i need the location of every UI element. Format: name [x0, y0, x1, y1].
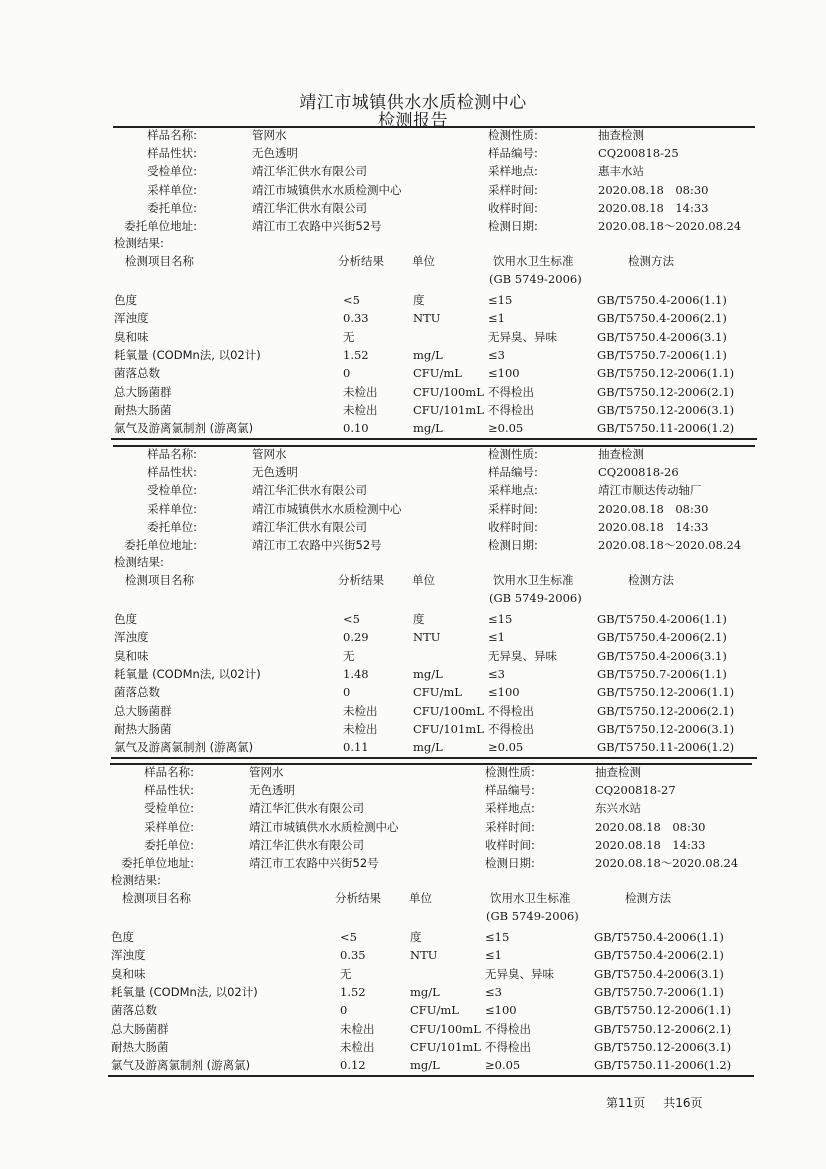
block-bottom-rule: [111, 757, 757, 759]
client-address-label: 委托单位地址:: [124, 219, 197, 233]
column-header-standard-code: (GB 5749-2006): [489, 591, 582, 605]
unit-value: mg/L: [413, 347, 443, 362]
method-value: GB/T5750.12-2006(2.1): [597, 384, 735, 399]
standard-value: ≤15: [485, 930, 510, 944]
method-value: GB/T5750.12-2006(1.1): [597, 685, 735, 700]
item-name: 氯气及游离氯制剂 (游离氯): [114, 740, 254, 755]
inspected-unit-value: 靖江华汇供水有限公司: [252, 164, 367, 179]
item-name: 浑浊度: [111, 948, 146, 963]
standard-value: ≤3: [485, 984, 502, 999]
sampling-time-value: 2020.08.18 08:30: [598, 182, 709, 197]
standard-value: 不得检出: [485, 1021, 531, 1036]
column-header-standard-code: (GB 5749-2006): [489, 272, 582, 286]
sample-state-label: 样品性状:: [144, 783, 194, 798]
sampling-time-value: 2020.08.18 08:30: [598, 501, 709, 516]
sampling-time-label: 采样时间:: [488, 182, 538, 197]
client-address-value: 靖江市工农路中兴街52号: [252, 538, 382, 552]
sample-state-value: 无色透明: [252, 465, 298, 480]
unit-value: NTU: [410, 948, 438, 963]
standard-value: ≤100: [488, 366, 520, 381]
column-header-method: 检测方法: [625, 891, 671, 905]
column-header-result: 分析结果: [338, 254, 384, 268]
item-name: 总大肠菌群: [111, 1021, 169, 1036]
unit-value: mg/L: [413, 740, 443, 755]
item-name: 菌落总数: [114, 685, 160, 700]
unit-value: CFU/100mL: [413, 384, 484, 399]
result-value: 0.29: [343, 630, 369, 645]
sample-state-value: 无色透明: [252, 146, 298, 161]
sample-name-label: 样品名称:: [147, 128, 197, 142]
block-top-rule: [113, 445, 755, 447]
inspect-nature-value: 抽查检测: [595, 765, 641, 779]
item-name: 菌落总数: [111, 1003, 157, 1018]
standard-value: ≤100: [488, 685, 520, 700]
result-value: 无: [340, 966, 352, 981]
standard-value: 无异臭、异味: [485, 966, 554, 981]
receive-time-label: 收样时间:: [488, 519, 538, 534]
inspect-nature-label: 检测性质:: [488, 128, 538, 142]
item-name: 耗氧量 (CODMn法, 以02计): [111, 984, 258, 999]
column-header-item: 检测项目名称: [122, 891, 191, 905]
item-name: 耗氧量 (CODMn法, 以02计): [114, 666, 261, 681]
client-address-value: 靖江市工农路中兴街52号: [252, 219, 382, 233]
method-value: GB/T5750.11-2006(1.2): [594, 1058, 732, 1073]
unit-value: CFU/mL: [410, 1003, 459, 1018]
result-value: 0: [343, 685, 351, 700]
result-value: 未检出: [343, 402, 378, 417]
client-address-label: 委托单位地址:: [124, 538, 197, 552]
sampling-unit-value: 靖江市城镇供水水质检测中心: [249, 819, 399, 834]
column-header-method: 检测方法: [628, 573, 674, 587]
method-value: GB/T5750.4-2006(1.1): [597, 293, 727, 307]
inspect-nature-label: 检测性质:: [485, 765, 535, 779]
item-name: 浑浊度: [114, 630, 149, 645]
item-name: 色度: [114, 612, 137, 626]
method-value: GB/T5750.7-2006(1.1): [597, 666, 727, 681]
method-value: GB/T5750.7-2006(1.1): [597, 347, 727, 362]
item-name: 色度: [111, 930, 134, 944]
item-name: 臭和味: [114, 648, 149, 663]
column-header-result: 分析结果: [335, 891, 381, 905]
item-name: 耐热大肠菌: [114, 402, 172, 417]
method-value: GB/T5750.4-2006(2.1): [597, 630, 727, 645]
sampling-site-label: 采样地点:: [488, 483, 538, 498]
sample-name-value: 管网水: [252, 447, 287, 461]
column-header-standard: 饮用水卫生标准: [493, 254, 574, 268]
block-top-rule: [110, 763, 752, 765]
sampling-unit-value: 靖江市城镇供水水质检测中心: [252, 182, 402, 197]
standard-value: ≤1: [488, 311, 505, 326]
sample-number-value: CQ200818-27: [595, 783, 676, 798]
item-name: 臭和味: [111, 966, 146, 981]
column-header-item: 检测项目名称: [125, 254, 194, 268]
method-value: GB/T5750.12-2006(2.1): [594, 1021, 732, 1036]
sampling-unit-label: 采样单位:: [144, 819, 194, 834]
result-value: 无: [343, 329, 355, 344]
inspected-unit-value: 靖江华汇供水有限公司: [249, 801, 364, 816]
organization-title: 靖江市城镇供水水质检测中心: [299, 93, 527, 113]
item-name: 氯气及游离氯制剂 (游离氯): [111, 1058, 251, 1073]
sample-number-value: CQ200818-25: [598, 146, 679, 161]
standard-value: ≤1: [485, 948, 502, 963]
standard-value: 无异臭、异味: [488, 648, 557, 663]
standard-value: 无异臭、异味: [488, 329, 557, 344]
client-unit-label: 委托单位:: [147, 519, 197, 534]
sampling-unit-label: 采样单位:: [147, 182, 197, 197]
item-name: 耐热大肠菌: [114, 721, 172, 736]
inspected-unit-label: 受检单位:: [147, 483, 197, 498]
results-label: 检测结果:: [114, 555, 164, 569]
unit-value: mg/L: [413, 666, 443, 681]
sampling-time-value: 2020.08.18 08:30: [595, 819, 706, 834]
result-value: 0.33: [343, 311, 369, 326]
sampling-unit-label: 采样单位:: [147, 501, 197, 516]
result-value: 0.10: [343, 421, 369, 436]
result-value: 0.11: [343, 740, 369, 755]
unit-value: 度: [413, 293, 425, 307]
sampling-time-label: 采样时间:: [488, 501, 538, 516]
item-name: 浑浊度: [114, 311, 149, 326]
sampling-site-value: 惠丰水站: [598, 164, 644, 179]
inspected-unit-label: 受检单位:: [147, 164, 197, 179]
inspect-nature-label: 检测性质:: [488, 447, 538, 461]
method-value: GB/T5750.12-2006(1.1): [594, 1003, 732, 1018]
result-value: 未检出: [343, 721, 378, 736]
standard-value: ≤15: [488, 612, 513, 626]
unit-value: NTU: [413, 630, 441, 645]
result-value: 0: [340, 1003, 348, 1018]
sample-state-label: 样品性状:: [147, 465, 197, 480]
sampling-site-label: 采样地点:: [488, 164, 538, 179]
result-value: <5: [340, 930, 357, 944]
block-bottom-rule: [111, 438, 757, 440]
column-header-method: 检测方法: [628, 254, 674, 268]
standard-value: 不得检出: [488, 402, 534, 417]
test-date-value: 2020.08.18～2020.08.24: [598, 538, 742, 552]
receive-time-label: 收样时间:: [488, 200, 538, 215]
client-address-value: 靖江市工农路中兴街52号: [249, 856, 379, 870]
inspect-nature-value: 抽查检测: [598, 447, 644, 461]
result-value: 0: [343, 366, 351, 381]
column-header-unit: 单位: [412, 573, 435, 587]
unit-value: CFU/100mL: [410, 1021, 481, 1036]
standard-value: 不得检出: [488, 721, 534, 736]
unit-value: CFU/100mL: [413, 703, 484, 718]
page-footer: [606, 1094, 721, 1111]
client-unit-value: 靖江华汇供水有限公司: [249, 837, 364, 852]
result-value: 未检出: [340, 1039, 375, 1054]
client-unit-label: 委托单位:: [147, 200, 197, 215]
column-header-standard: 饮用水卫生标准: [490, 891, 571, 905]
item-name: 色度: [114, 293, 137, 307]
standard-value: ≤15: [488, 293, 513, 307]
method-value: GB/T5750.12-2006(2.1): [597, 703, 735, 718]
receive-time-label: 收样时间:: [485, 837, 535, 852]
client-unit-value: 靖江华汇供水有限公司: [252, 519, 367, 534]
column-header-standard: 饮用水卫生标准: [493, 573, 574, 587]
method-value: GB/T5750.11-2006(1.2): [597, 740, 735, 755]
method-value: GB/T5750.7-2006(1.1): [594, 984, 724, 999]
sampling-site-label: 采样地点:: [485, 801, 535, 816]
sampling-unit-value: 靖江市城镇供水水质检测中心: [252, 501, 402, 516]
item-name: 耗氧量 (CODMn法, 以02计): [114, 347, 261, 362]
item-name: 总大肠菌群: [114, 384, 172, 399]
test-date-label: 检测日期:: [485, 856, 535, 870]
standard-value: ≥0.05: [485, 1058, 521, 1073]
test-date-label: 检测日期:: [488, 219, 538, 233]
receive-time-value: 2020.08.18 14:33: [598, 200, 709, 215]
test-date-value: 2020.08.18～2020.08.24: [598, 219, 742, 233]
method-value: GB/T5750.4-2006(1.1): [594, 930, 724, 944]
page-total: 共16页: [663, 1096, 703, 1110]
result-value: 0.35: [340, 948, 366, 963]
column-header-unit: 单位: [409, 891, 432, 905]
result-value: <5: [343, 612, 360, 626]
unit-value: mg/L: [410, 1058, 440, 1073]
result-value: 1.52: [343, 347, 369, 362]
result-value: 未检出: [343, 703, 378, 718]
result-value: 未检出: [343, 384, 378, 399]
sample-name-label: 样品名称:: [147, 447, 197, 461]
result-value: 1.52: [340, 984, 366, 999]
standard-value: ≤3: [488, 347, 505, 362]
method-value: GB/T5750.4-2006(3.1): [594, 966, 724, 981]
sample-state-label: 样品性状:: [147, 146, 197, 161]
result-value: 1.48: [343, 666, 369, 681]
unit-value: CFU/mL: [413, 685, 462, 700]
client-unit-value: 靖江华汇供水有限公司: [252, 200, 367, 215]
method-value: GB/T5750.11-2006(1.2): [597, 421, 735, 436]
sample-name-label: 样品名称:: [144, 765, 194, 779]
standard-value: 不得检出: [488, 703, 534, 718]
sample-number-value: CQ200818-26: [598, 465, 679, 480]
result-value: 无: [343, 648, 355, 663]
method-value: GB/T5750.12-2006(3.1): [597, 402, 735, 417]
results-label: 检测结果:: [114, 236, 164, 250]
result-value: 0.12: [340, 1058, 366, 1073]
standard-value: 不得检出: [488, 384, 534, 399]
method-value: GB/T5750.4-2006(2.1): [594, 948, 724, 963]
method-value: GB/T5750.4-2006(3.1): [597, 329, 727, 344]
result-value: <5: [343, 293, 360, 307]
sampling-site-value: 靖江市顺达传动轴厂: [598, 483, 702, 498]
method-value: GB/T5750.12-2006(3.1): [597, 721, 735, 736]
standard-value: 不得检出: [485, 1039, 531, 1054]
unit-value: mg/L: [410, 984, 440, 999]
unit-value: CFU/101mL: [413, 721, 484, 736]
receive-time-value: 2020.08.18 14:33: [598, 519, 709, 534]
sampling-time-label: 采样时间:: [485, 819, 535, 834]
sample-name-value: 管网水: [249, 765, 284, 779]
block-bottom-rule: [108, 1075, 754, 1077]
column-header-standard-code: (GB 5749-2006): [486, 909, 579, 923]
standard-value: ≥0.05: [488, 740, 524, 755]
unit-value: CFU/101mL: [410, 1039, 481, 1054]
unit-value: CFU/mL: [413, 366, 462, 381]
inspected-unit-label: 受检单位:: [144, 801, 194, 816]
inspected-unit-value: 靖江华汇供水有限公司: [252, 483, 367, 498]
method-value: GB/T5750.12-2006(1.1): [597, 366, 735, 381]
sample-number-label: 样品编号:: [488, 146, 538, 161]
unit-value: CFU/101mL: [413, 402, 484, 417]
item-name: 菌落总数: [114, 366, 160, 381]
results-label: 检测结果:: [111, 873, 161, 887]
sampling-site-value: 东兴水站: [595, 801, 641, 816]
method-value: GB/T5750.4-2006(2.1): [597, 311, 727, 326]
result-value: 未检出: [340, 1021, 375, 1036]
item-name: 总大肠菌群: [114, 703, 172, 718]
sample-state-value: 无色透明: [249, 783, 295, 798]
test-date-label: 检测日期:: [488, 538, 538, 552]
item-name: 氯气及游离氯制剂 (游离氯): [114, 421, 254, 436]
block-top-rule: [113, 126, 755, 128]
method-value: GB/T5750.4-2006(3.1): [597, 648, 727, 663]
sample-name-value: 管网水: [252, 128, 287, 142]
page-number: 第11页: [606, 1096, 646, 1110]
standard-value: ≤1: [488, 630, 505, 645]
test-date-value: 2020.08.18～2020.08.24: [595, 856, 739, 870]
client-address-label: 委托单位地址:: [121, 856, 194, 870]
item-name: 臭和味: [114, 329, 149, 344]
unit-value: NTU: [413, 311, 441, 326]
column-header-item: 检测项目名称: [125, 573, 194, 587]
report-title: 检测报告: [378, 111, 448, 131]
method-value: GB/T5750.4-2006(1.1): [597, 612, 727, 626]
standard-value: ≥0.05: [488, 421, 524, 436]
client-unit-label: 委托单位:: [144, 837, 194, 852]
unit-value: mg/L: [413, 421, 443, 436]
item-name: 耐热大肠菌: [111, 1039, 169, 1054]
standard-value: ≤3: [488, 666, 505, 681]
method-value: GB/T5750.12-2006(3.1): [594, 1039, 732, 1054]
inspect-nature-value: 抽查检测: [598, 128, 644, 142]
receive-time-value: 2020.08.18 14:33: [595, 837, 706, 852]
column-header-unit: 单位: [412, 254, 435, 268]
unit-value: 度: [413, 612, 425, 626]
sample-number-label: 样品编号:: [488, 465, 538, 480]
unit-value: 度: [410, 930, 422, 944]
standard-value: ≤100: [485, 1003, 517, 1018]
sample-number-label: 样品编号:: [485, 783, 535, 798]
column-header-result: 分析结果: [338, 573, 384, 587]
